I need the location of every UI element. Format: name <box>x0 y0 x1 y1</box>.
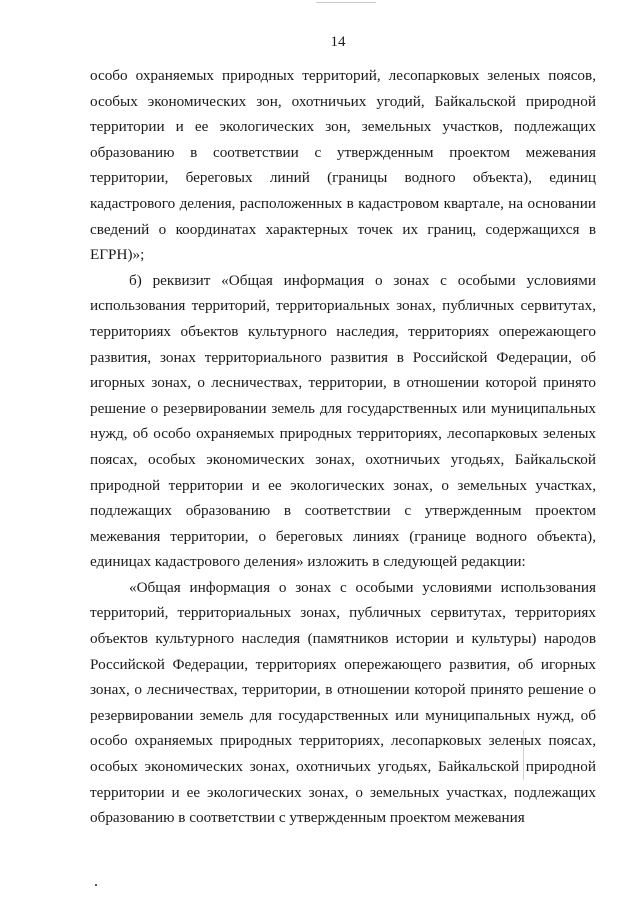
document-body <box>90 63 596 831</box>
paragraph-continuation: особо охраняемых природных территорий, лесопарковых зеленых поясов, особых экономических зон, охотничьих угодий, Байкальской природной территории и ее экологических зон, земельных участков, подлежащих образованию в соответствии с утвержденным проектом межевания территории, береговых линий (границы водного объекта), единиц кадастрового деления, расположенных в кадастровом квартале, на основании сведений о координатах характерных точек их границ, содержащихся в ЕГРН)»; <box>90 67 596 264</box>
scan-artifact-dot <box>95 884 97 886</box>
paragraph-requisite-b: б) реквизит «Общая информация о зонах с особыми условиями использования территорий, территориальных зонах, публичных сервитутах, территориях объектов культурного наследия, территориях опережающего развития, зонах территориального развития в Российской Федерации, об игорных зонах, о лесничествах, территории, в отношении которой принято решение о резервировании земель для государственных или муниципальных нужд, об особо охраняемых природных территориях, лесопарковых зеленых поясах, особых экономических зонах, охотничьих угодьях, Байкальской природной территории и ее экологических зонах, о земельных участках, подлежащих образованию в соответствии с утвержденным проектом межевания территории, о береговых линиях (границе водного объекта), единицах кадастрового деления» изложить в следующей редакции: <box>90 271 596 571</box>
scan-artifact-line <box>316 2 376 3</box>
paragraph-new-wording: «Общая информация о зонах с особыми условиями использования территорий, территориальных зонах, публичных сервитутах, территориях объектов культурного наследия (памятников истории и культуры) народов Российской Федерации, территориях опережающего развития, об игорных зонах, о лесничествах, территории, в отношении которой принято решение о резервировании земель для государственных или муниципальных нужд, об особо охраняемых природных территориях, лесопарковых зеленых поясах, особых экономических зонах, охотничьих угодьях, Байкальской природной территории и ее экологических зонах, о земельных участках, подлежащих образованию в соответствии с утвержденным проектом межевания <box>90 578 596 827</box>
page-number: 14 <box>330 34 346 50</box>
